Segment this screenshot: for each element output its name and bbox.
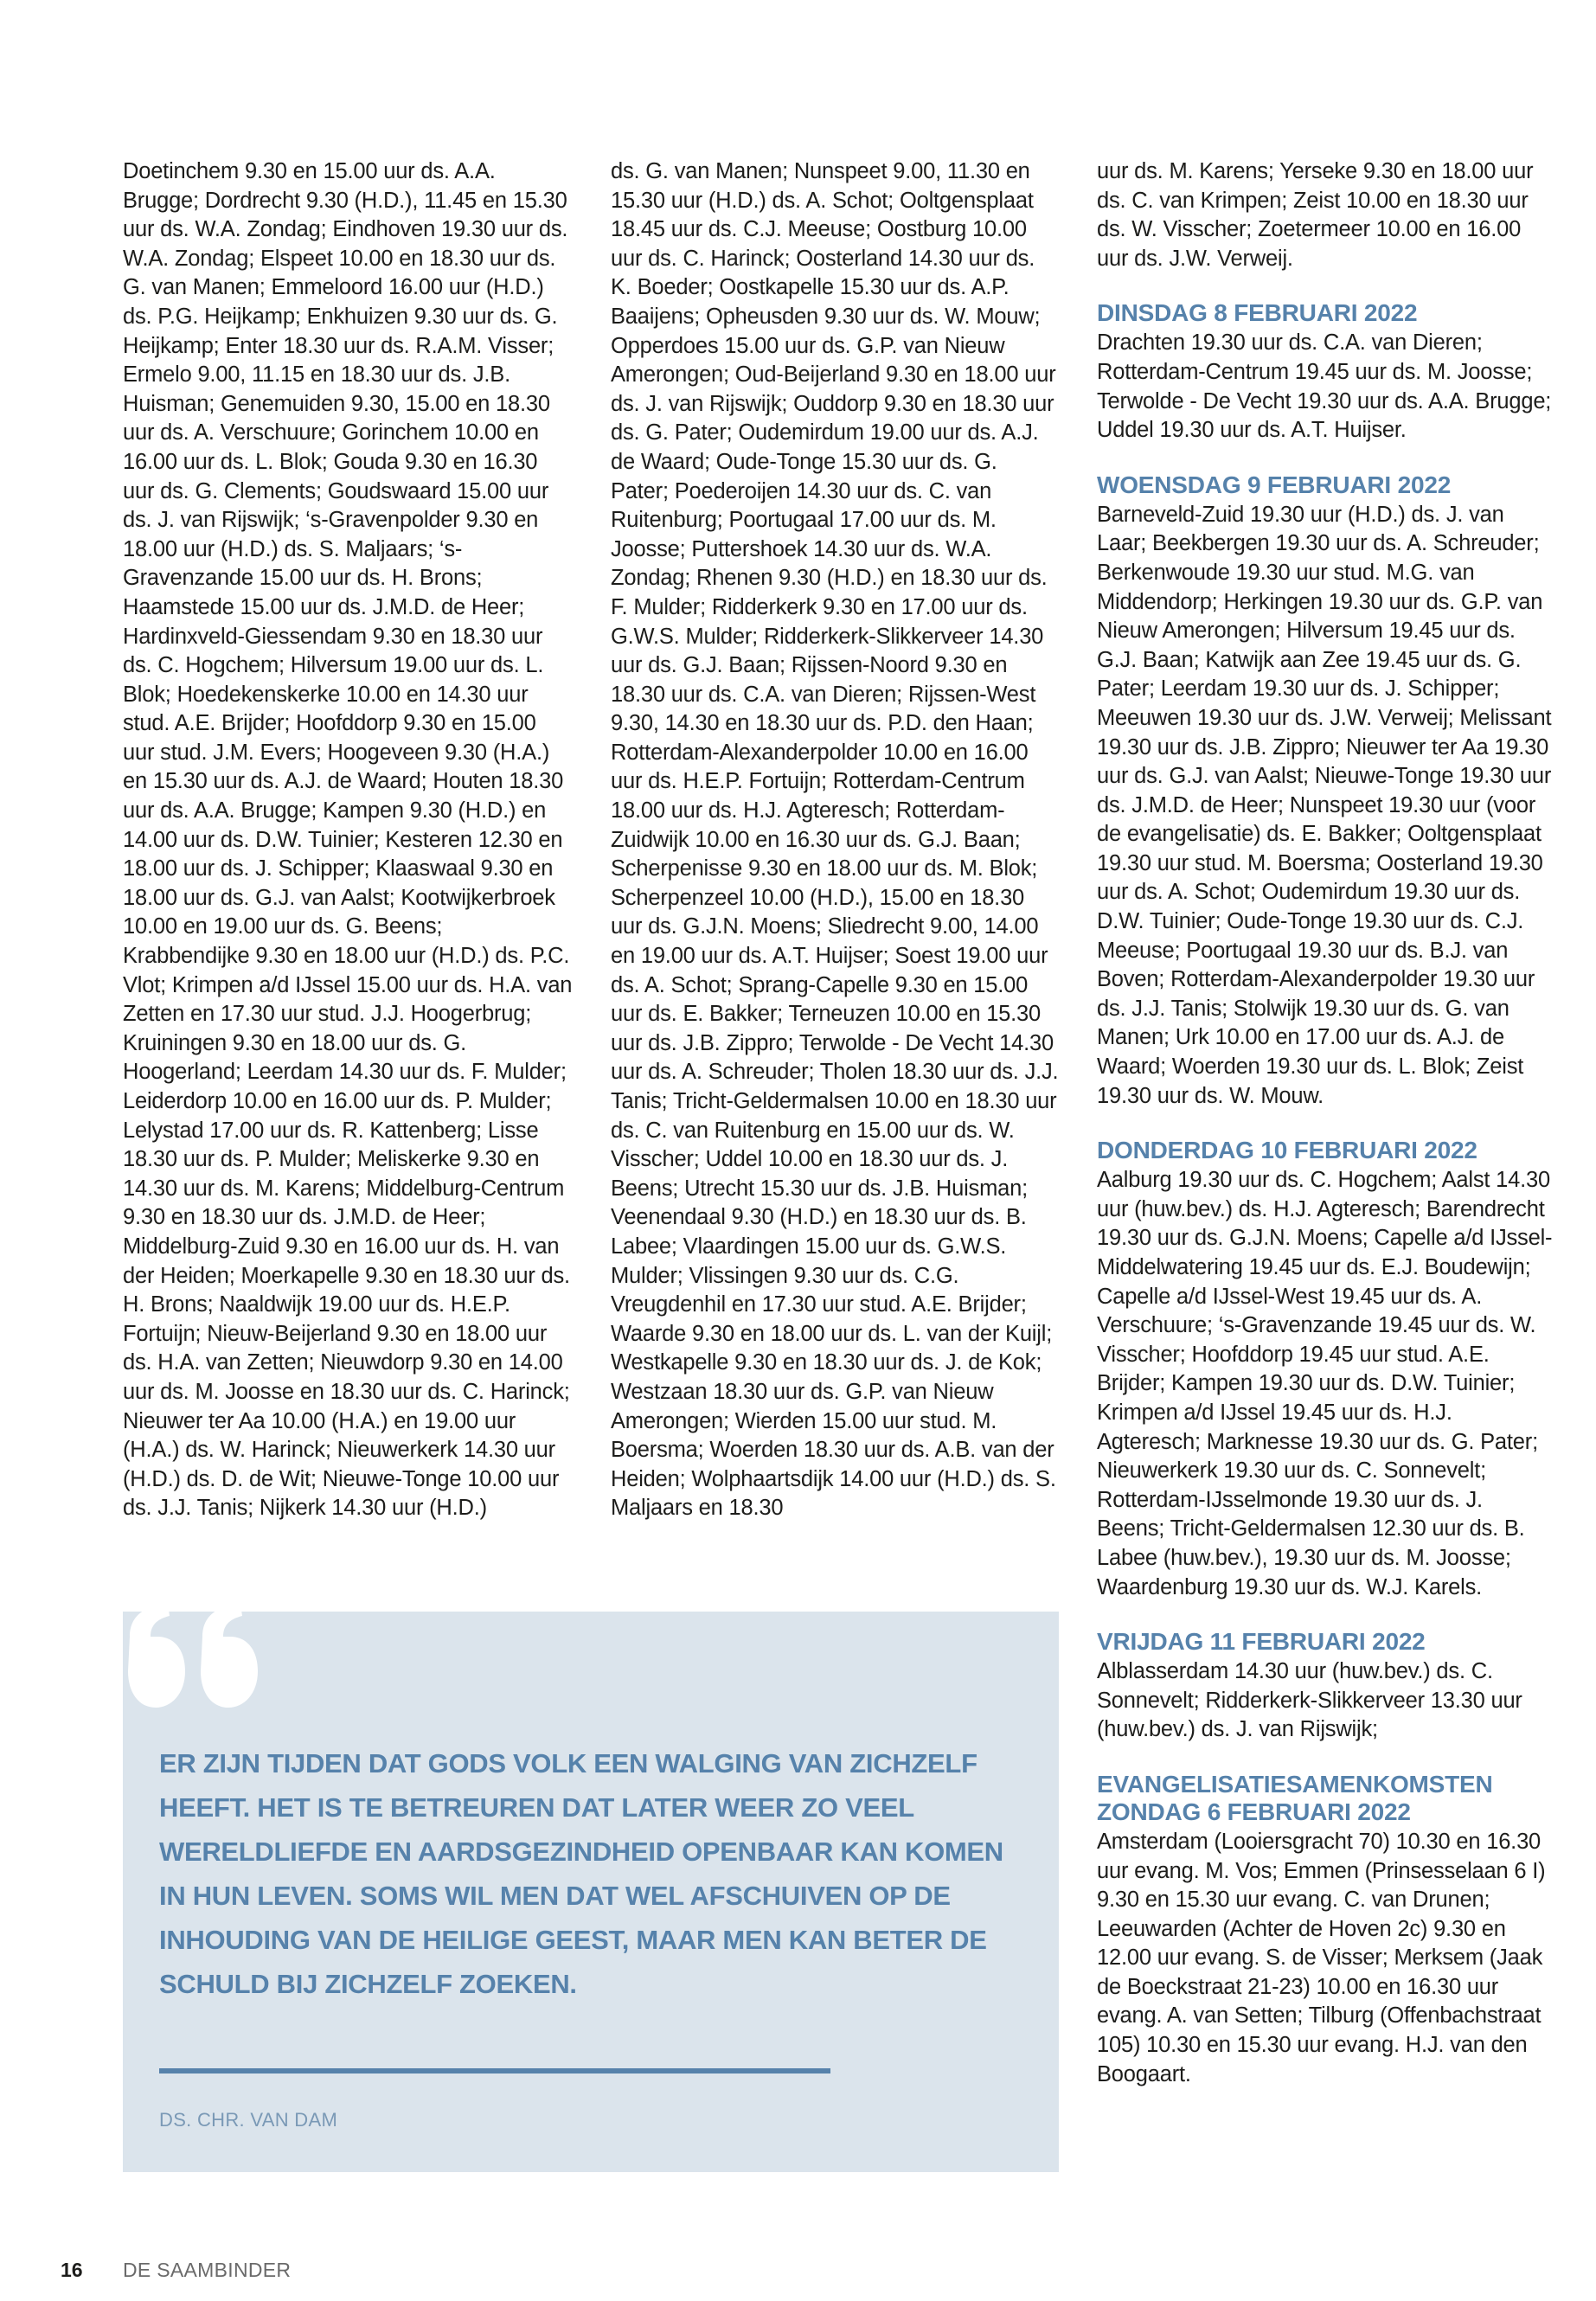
section-heading-dinsdag: DINSDAG 8 FEBRUARI 2022 bbox=[1097, 299, 1418, 327]
service-listing: Doetinchem 9.30 en 15.00 uur ds. A.A. Brugge; Dordrecht 9.30 (H.D.), 11.45 en 15.30 uur ds. W.A. Zondag; Eindhoven 19.30 uur ds. W.A. Zondag; Elspeet 10.00 en 18.30 uur ds. G. van Manen; Emmeloord 16.00 uur (H.D.) ds. P.G. Heijkamp; Enkhuizen 9.30 uur ds. G. Heijkamp; Enter 18.30 uur ds. R.A.M. Visser; Ermelo 9.00, 11.15 en 18.30 uur ds. J.B. Huisman; Genemuiden 9.30, 15.00 en 18.30 uur ds. A. Verschuure; Gorinchem 10.00 en 16.00 uur ds. L. Blok; Gouda 9.30 en 16.30 uur ds. G. Clements; Goudswaard 15.00 uur ds. J. van Rijswijk; ‘s-Gravenpolder 9.30 en 18.00 uur (H.D.) ds. S. Maljaars; ‘s-Gravenzande 15.00 uur ds. H. Brons; Haamstede 15.00 uur ds. J.M.D. de Heer; Hardinxveld-Giessendam 9.30 en 18.30 uur ds. C. Hogchem; Hilversum 19.00 uur ds. L. Blok; Hoedekenskerke 10.00 en 14.30 uur stud. A.E. Brijder; Hoofddorp 9.30 en 15.00 uur stud. J.M. Evers; Hoogeveen 9.30 (H.A.) en 15.30 uur ds. A.J. de Waard; Houten 18.30 uur ds. A.A. Brugge; Kampen 9.30 (H.D.) en 14.00 uur ds. D.W. Tuinier; Kesteren 12.30 en 18.00 uur ds. J. Schipper; Klaaswaal 9.30 en 18.00 uur ds. G.J. van Aalst; Kootwijkerbroek 10.00 en 19.00 uur ds. G. Beens; Krabbendijke 9.30 en 18.00 uur (H.D.) ds. P.C. Vlot; Krimpen a/d IJssel 15.00 uur ds. H.A. van Zetten en 17.30 uur stud. J.J. Hoogerbrug; Kruiningen 9.30 en 18.00 uur ds. G. Hoogerland; Leerdam 14.30 uur ds. F. Mulder; Leiderdorp 10.00 en 16.00 uur ds. P. Mulder; Lelystad 17.00 uur ds. R. Kattenberg; Lisse 18.30 uur ds. P. Mulder; Meliskerke 9.30 en 14.30 uur ds. M. Karens; Middelburg-Centrum 9.30 en 18.30 uur ds. J.M.D. de Heer; Middelburg-Zuid 9.30 en 16.00 uur ds. H. van der Heiden; Moerkapelle 9.30 en 18.30 uur ds. H. Brons; Naaldwijk 19.00 uur ds. H.E.P. Fortuijn; Nieuw-Beijerland 9.30 en 18.00 uur ds. H.A. van Zetten; Nieuwdorp 9.30 en 14.00 uur ds. M. Joosse en 18.30 uur ds. C. Harinck; Nieuwer ter Aa 10.00 (H.A.) en 19.00 uur (H.A.) ds. W. Harinck; Nieuwerkerk 14.30 uur (H.D.) ds. D. de Wit; Nieuwe-Tonge 10.00 uur ds. J.J. Tanis; Nijkerk 14.30 uur (H.D.) bbox=[123, 159, 573, 1521]
section-text-evangelisatie: Amsterdam (Looiersgracht 70) 10.30 en 16.30 uur evang. M. Vos; Emmen (Prinsesselaan 6 I) 9.30 en 15.30 uur evang. C. van Drunen; Leeuwarden (Achter de Hoven 2c) 9.30 en 12.00 uur evang. S. de Visser; Merksem (Jaak de Boeckstraat 21-23) 10.00 en 16.30 uur evang. A. van Setten; Tilburg (Offenbachstraat 105) 10.30 en 15.30 uur evang. H.J. van den Boogaart. bbox=[1097, 1829, 1546, 2086]
pull-quote-author: DS. CHR. VAN DAM bbox=[159, 2109, 338, 2131]
column-2 bbox=[611, 157, 1061, 1523]
section-text-dinsdag: Drachten 19.30 uur ds. C.A. van Dieren; Rotterdam-Centrum 19.45 uur ds. M. Joosse; Terwolde - De Vecht 19.30 uur ds. A.A. Brugge; Uddel 19.30 uur ds. A.T. Huijser. bbox=[1097, 330, 1552, 443]
column-3 bbox=[1097, 157, 1555, 2089]
section-text-vrijdag: Alblasserdam 14.30 uur (huw.bev.) ds. C. Sonnevelt; Ridderkerk-Slikkerveer 13.30 uur (huw.bev.) ds. J. van Rijswijk; bbox=[1097, 1659, 1522, 1742]
section-text-donderdag: Aalburg 19.30 uur ds. C. Hogchem; Aalst 14.30 uur (huw.bev.) ds. H.J. Agteresch; Barendrecht 19.30 uur ds. G.J.N. Moens; Capelle a/d IJssel-Middelwatering 19.45 uur ds. E.J. Boudewijn; Capelle a/d IJssel-West 19.45 uur ds. A. Verschuure; ‘s-Gravenzande 19.45 uur ds. W. Visscher; Hoofddorp 19.45 uur stud. A.E. Brijder; Kampen 19.30 uur ds. D.W. Tuinier; Krimpen a/d IJssel 19.45 uur ds. H.J. Agteresch; Marknesse 19.30 uur ds. G. Pater; Nieuwerkerk 19.30 uur ds. C. Sonnevelt; Rotterdam-IJsselmonde 19.30 uur ds. J. Beens; Tricht-Geldermalsen 12.30 uur ds. B. Labee (huw.bev.), 19.30 uur ds. M. Joosse; Waardenburg 19.30 uur ds. W.J. Karels. bbox=[1097, 1168, 1553, 1599]
quote-mark-icon bbox=[123, 1602, 270, 1715]
page-number: 16 bbox=[61, 2259, 83, 2281]
service-listing: uur ds. M. Karens; Yerseke 9.30 en 18.00 uur ds. C. van Krimpen; Zeist 10.00 en 18.30 uur ds. W. Visscher; Zoetermeer 10.00 en 16.00 uur ds. J.W. Verweij. bbox=[1097, 159, 1534, 271]
section-heading-evangelisatie-date: ZONDAG 6 FEBRUARI 2022 bbox=[1097, 1798, 1411, 1825]
pull-quote-text: ER ZIJN TIJDEN DAT GODS VOLK EEN WALGING VAN ZICHZELF HEEFT. HET IS TE BETREUREN DAT LATER WEER ZO VEEL WERELDLIEFDE EN AARDSGEZINDHEID OPENBAAR KAN KOMEN IN HUN LEVEN. SOMS WIL MEN DAT WEL AFSCHUIVEN OP DE INHOUDING VAN DE HEILIGE GEEST, MAAR MEN KAN BETER DE SCHULD BIJ ZICHZELF ZOEKEN. bbox=[159, 1748, 1003, 1999]
service-listing: ds. G. van Manen; Nunspeet 9.00, 11.30 en 15.30 uur (H.D.) ds. A. Schot; Ooltgensplaat 18.45 uur ds. C.J. Meeuse; Oostburg 10.00 uur ds. C. Harinck; Oosterland 14.30 uur ds. K. Boeder; Oostkapelle 15.30 uur ds. A.P. Baaijens; Opheusden 9.30 uur ds. W. Mouw; Opperdoes 15.00 uur ds. G.P. van Nieuw Amerongen; Oud-Beijerland 9.30 en 18.00 uur ds. J. van Rijswijk; Ouddorp 9.30 en 18.30 uur ds. G. Pater; Oudemirdum 19.00 uur ds. A.J. de Waard; Oude-Tonge 15.30 uur ds. G. Pater; Poederoijen 14.30 uur ds. C. van Ruitenburg; Poortugaal 17.00 uur ds. M. Joosse; Puttershoek 14.30 uur ds. W.A. Zondag; Rhenen 9.30 (H.D.) en 18.30 uur ds. F. Mulder; Ridderkerk 9.30 en 17.00 uur ds. G.W.S. Mulder; Ridderkerk-Slikkerveer 14.30 uur ds. G.J. Baan; Rijssen-Noord 9.30 en 18.30 uur ds. C.A. van Dieren; Rijssen-West 9.30, 14.30 en 18.30 uur ds. P.D. den Haan; Rotterdam-Alexanderpolder 10.00 en 16.00 uur ds. H.E.P. Fortuijn; Rotterdam-Centrum 18.00 uur ds. H.J. Agteresch; Rotterdam-Zuidwijk 10.00 en 16.30 uur ds. G.J. Baan; Scherpenisse 9.30 en 18.00 uur ds. M. Blok; Scherpenzeel 10.00 (H.D.), 15.00 en 18.30 uur ds. G.J.N. Moens; Sliedrecht 9.00, 14.00 en 19.00 uur ds. A.T. Huijser; Soest 19.00 uur ds. A. Schot; Sprang-Capelle 9.30 en 15.00 uur ds. E. Bakker; Terneuzen 10.00 en 15.30 uur ds. J.B. Zippro; Terwolde - De Vecht 14.30 uur ds. A. Schreuder; Tholen 18.30 uur ds. J.J. Tanis; Tricht-Geldermalsen 10.00 en 18.30 uur ds. C. van Ruitenburg en 15.00 uur ds. W. Visscher; Uddel 10.00 en 18.30 uur ds. J. Beens; Utrecht 15.30 uur ds. J.B. Huisman; Veenendaal 9.30 (H.D.) en 18.30 uur ds. B. Labee; Vlaardingen 15.00 uur ds. G.W.S. Mulder; Vlissingen 9.30 uur ds. C.G. Vreugdenhil en 17.30 uur stud. A.E. Brijder; Waarde 9.30 en 18.00 uur ds. L. van der Kuijl; Westkapelle 9.30 en 18.30 uur ds. J. de Kok; Westzaan 18.30 uur ds. G.P. van Nieuw Amerongen; Wierden 15.00 uur stud. M. Boersma; Woerden 18.30 uur ds. A.B. van der Heiden; Wolphaartsdijk 14.00 uur (H.D.) ds. S. Maljaars en 18.30 bbox=[611, 159, 1059, 1521]
section-heading-evangelisatie-title: EVANGELISATIESAMENKOMSTEN bbox=[1097, 1770, 1493, 1798]
section-heading-woensdag: WOENSDAG 9 FEBRUARI 2022 bbox=[1097, 471, 1452, 498]
magazine-name: DE SAAMBINDER bbox=[123, 2259, 292, 2281]
section-text-woensdag: Barneveld-Zuid 19.30 uur (H.D.) ds. J. van Laar; Beekbergen 19.30 uur ds. A. Schreuder; Berkenwoude 19.30 uur stud. M.G. van Middendorp; Herkingen 19.30 uur ds. G.P. van Nieuw Amerongen; Hilversum 19.45 uur ds. G.J. Baan; Katwijk aan Zee 19.45 uur ds. G. Pater; Leerdam 19.30 uur ds. J. Schipper; Meeuwen 19.30 uur ds. J.W. Verweij; Melissant 19.30 uur ds. J.B. Zippro; Nieuwer ter Aa 19.30 uur ds. G.J. van Aalst; Nieuwe-Tonge 19.30 uur ds. J.M.D. de Heer; Nunspeet 19.30 uur (voor de evangelisatie) ds. E. Bakker; Ooltgensplaat 19.30 uur stud. M. Boersma; Oosterland 19.30 uur ds. A. Schot; Oudemirdum 19.30 uur ds. D.W. Tuinier; Oude-Tonge 19.30 uur ds. C.J. Meeuse; Poortugaal 19.30 uur ds. B.J. van Boven; Rotterdam-Alexanderpolder 19.30 uur ds. J.J. Tanis; Stolwijk 19.30 uur ds. G. van Manen; Urk 10.00 en 17.00 uur ds. A.J. de Waard; Woerden 19.30 uur ds. L. Blok; Zeist 19.30 uur ds. W. Mouw. bbox=[1097, 502, 1552, 1108]
section-heading-evangelisatie bbox=[1097, 1771, 1555, 1826]
section-heading-donderdag: DONDERDAG 10 FEBRUARI 2022 bbox=[1097, 1137, 1477, 1164]
column-1 bbox=[123, 157, 573, 1523]
pull-quote-divider bbox=[159, 2068, 830, 2073]
section-heading-vrijdag: VRIJDAG 11 FEBRUARI 2022 bbox=[1097, 1628, 1426, 1656]
